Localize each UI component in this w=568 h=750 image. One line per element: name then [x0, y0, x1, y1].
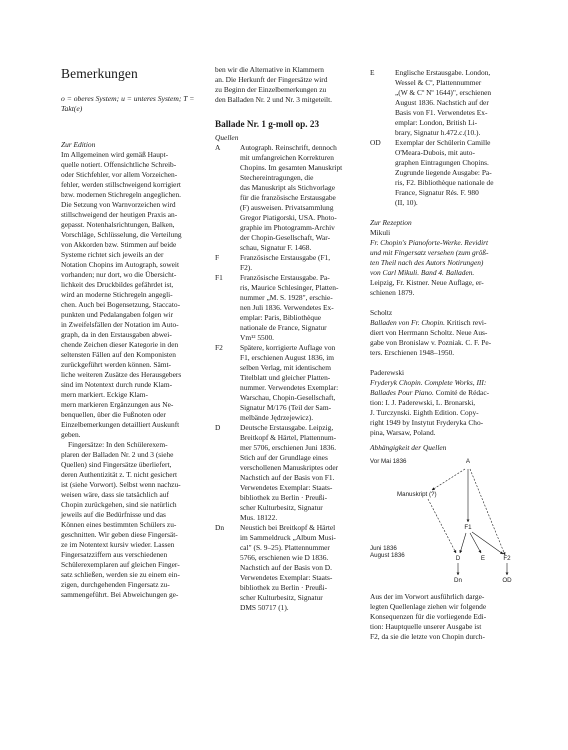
text-line: weisen wäre, dass sie tatsächlich auf	[61, 490, 169, 499]
text-line: cal" (S. 9–25). Plattennummer	[240, 543, 330, 552]
text-line: oder Stichfehler, vor allem Vorzeichen-	[61, 170, 178, 179]
zur-edition-text	[61, 150, 196, 440]
source-description	[240, 343, 355, 423]
text-line: F2, da sie die letzte von Chopin durch-	[370, 632, 485, 641]
text-line: Die Setzung von Warnvorzeichen wird	[61, 200, 176, 209]
diagram-date-label: August 1836	[370, 552, 405, 559]
text-line: punkten und Pedalangaben folgen wir	[61, 310, 174, 319]
text-line: Wessel & Cº, Plattennummer	[395, 78, 482, 87]
edition-text: Comité de Rédac-	[435, 388, 490, 397]
edition-paderewski-text	[370, 378, 510, 438]
text-line: August 1836. Nachstich auf der	[395, 98, 489, 107]
text-line: bibliothek zu Berlin · Preußi-	[240, 583, 328, 592]
source-siglum: A	[215, 143, 221, 152]
text-line: nationale de France, Signatur	[240, 323, 327, 332]
text-line: Vm¹² 5500.	[240, 333, 274, 342]
text-line: tion: Hauptquelle unserer Ausgabe ist	[370, 622, 482, 631]
source-siglum: F	[215, 253, 220, 262]
text-line: vorhanden; nur dort, wo die Übersicht-	[61, 270, 177, 279]
page-title: Bemerkungen	[61, 66, 138, 81]
continuation-text	[215, 65, 355, 105]
source-entry	[215, 343, 355, 423]
source-siglum: D	[215, 423, 221, 432]
text-line: scher Kulturbesitz, Signatur	[240, 503, 323, 512]
text-line: Notation Chopins im Autograph, soweit	[61, 260, 180, 269]
right-column	[370, 68, 510, 642]
text-line: bibliothek zu Berlin · Preußi-	[240, 493, 328, 502]
text-line: benquellen, über die Fußnoten oder	[61, 410, 166, 419]
text-line: geschnitten. Wir geben diese Fingersät-	[61, 530, 178, 539]
text-line: Verwendetes Exemplar: Staats-	[240, 483, 333, 492]
edge-manuskript-d	[428, 499, 456, 553]
text-line: Schülerexemplaren auf gleichen Finger-	[61, 560, 180, 569]
text-line: Fingersätze: In den Schülerexem-	[68, 440, 168, 449]
text-line: Chopin zurückgehen, sind sie natürlich	[61, 500, 177, 509]
text-line: DMS 50717 (1).	[240, 603, 289, 612]
text-line: in Zweifelsfällen der Notation im Auto-	[61, 320, 179, 329]
text-line: Breitkopf & Härtel, Plattennum-	[240, 433, 337, 442]
text-line: Im Allgemeinen wird gemäß Haupt-	[61, 150, 169, 159]
text-line: Stich auf der Grundlage eines	[240, 453, 328, 462]
text-line: Vorschläge, Schlüsselung, die Verteilung	[61, 230, 182, 239]
source-description	[240, 273, 355, 343]
text-line: schau, Signatur F. 1468.	[240, 243, 312, 252]
text-line: nen Juli 1836. Verwendetes Ex-	[240, 303, 334, 312]
source-siglum: Dn	[215, 523, 225, 532]
edge-f1-e	[470, 533, 481, 553]
source-description	[240, 523, 355, 613]
text-line: (F) ausweisen. Privatsammlung	[240, 203, 334, 212]
source-entry	[215, 523, 355, 613]
source-siglum: E	[370, 68, 375, 77]
source-description	[240, 253, 355, 273]
diagram-node-d: D	[455, 555, 461, 562]
text-line: quelle notiert. Offensichtliche Schreib-	[61, 160, 177, 169]
text-line: zigen, durchgehenden Fingersatz zu-	[61, 580, 170, 589]
text-line: Spätere, korrigierte Auflage von	[240, 343, 336, 352]
text-line: im Sammeldruck „Album Musi-	[240, 533, 336, 542]
edition-text: Kritisch revi-	[446, 318, 487, 327]
text-line: das Manuskript als Stichvorlage	[240, 183, 336, 192]
text-line: legten Quellenlage ziehen wir folgende	[370, 602, 487, 611]
text-line: verschollenen Manuskriptes oder	[240, 463, 339, 472]
text-line: diert von Herrmann Scholtz. Neue Aus-	[370, 328, 488, 337]
text-line: graphie im Photogramm-Archiv	[240, 223, 335, 232]
text-line: ters. Erschienen 1948–1950.	[370, 348, 455, 357]
ballade-heading: Ballade Nr. 1 g-moll op. 23	[215, 119, 320, 129]
source-entry	[370, 68, 510, 138]
text-line: scher Kulturbesitz, Signatur	[240, 593, 323, 602]
text-line: Gregor Piatigorski, USA. Photo-	[240, 213, 337, 222]
text-line: Fryderyk Chopin. Complete Works, III:	[370, 378, 487, 387]
diagram-node-manuskript: Manuskript (?)	[397, 491, 437, 498]
text-line: nummer „M. S. 1928", erschie-	[240, 293, 333, 302]
text-line: Einzelbemerkungen detailliert Auskunft	[61, 420, 180, 429]
text-line: der Chopin-Gesellschaft, War-	[240, 233, 331, 242]
text-line: von Carl Mikuli. Band 4. Balladen.	[370, 268, 475, 277]
text-line: mit umfangreichen Korrekturen	[240, 153, 334, 162]
text-line: Chopins. Im gesamten Manuskript	[240, 163, 343, 172]
source-description	[395, 68, 510, 138]
text-line: nummer. Verwendetes Exemplar:	[240, 383, 339, 392]
section-heading-zur-edition: Zur Edition	[61, 140, 96, 149]
consequences-text	[370, 592, 510, 642]
text-line: brary, Signatur h.472.c.(10.).	[395, 128, 481, 137]
text-line: sind im Notentext durch runde Klam-	[61, 380, 173, 389]
edition-name-mikuli: Mikuli	[370, 228, 391, 237]
text-line: Neustich bei Breitkopf & Härtel	[240, 523, 336, 532]
text-line: graph, da in den Erstausgaben abwei-	[61, 330, 172, 339]
edition-scholtz-text	[370, 318, 510, 358]
diagram-node-f1: F1	[464, 524, 472, 531]
diagram-heading: Abhängigkeit der Quellen	[370, 443, 447, 452]
text-line: jeweils auf die Bedürfnisse und das	[61, 510, 166, 519]
text-line: ten Theil nach des Autors Notirungen)	[370, 258, 484, 267]
text-line: J. Turczynski. Eighth Edition. Copy-	[370, 408, 479, 417]
text-line: France, Signatur Rés. F. 980	[395, 188, 479, 197]
text-line: seltensten Fällen auf den Komponisten	[61, 350, 176, 359]
text-line: zurückgeführt werden können. Sämt-	[61, 360, 172, 369]
text-line: selben Verlag, mit identischem	[240, 363, 331, 372]
source-description	[240, 143, 355, 253]
left-column	[61, 66, 196, 600]
text-line: „(W & Cº Nº 1644)", erschienen	[395, 88, 492, 97]
diagram-node-e: E	[480, 555, 486, 562]
middle-column	[215, 65, 355, 613]
section-heading-quellen: Quellen	[215, 133, 239, 142]
diagram-date-label: Juni 1836	[370, 545, 397, 552]
diagram-lines	[370, 457, 520, 585]
text-line: emplar: London, British Li-	[395, 118, 478, 127]
diagram-node-a: A	[465, 458, 471, 465]
text-line: chende Zeichen dieser Kategorie in den	[61, 340, 179, 349]
text-line: ist (siehe Vorwort). Selbst wenn nachzu-	[61, 480, 181, 489]
text-line: Leipzig, Fr. Kistner. Neue Auflage, er-	[370, 278, 484, 287]
text-line: chen. Auch bei Bogensetzung, Staccato-	[61, 300, 181, 309]
text-line: und mit Fingersatz versehen (zum größ-	[370, 248, 489, 257]
text-line: Französische Erstausgabe (F1,	[240, 253, 331, 262]
text-line: Stechereintragungen, die	[240, 173, 314, 182]
diagram-node-f2: F2	[503, 555, 511, 562]
edge-a-manuskript	[432, 469, 465, 490]
source-entry	[370, 138, 510, 208]
source-siglum: F1	[215, 273, 223, 282]
source-description	[240, 423, 355, 523]
edition-name-scholtz: Scholtz	[370, 308, 393, 317]
diagram-date-label: Vor Mai 1836	[370, 458, 407, 465]
source-entry	[215, 273, 355, 343]
text-line: Systeme richtet sich jeweils an der	[61, 250, 164, 259]
text-line: wird an moderne Stichregeln angegli-	[61, 290, 173, 299]
text-line: mer 5706, erschienen Juni 1836.	[240, 443, 337, 452]
text-line: pina, Warsaw, Poland.	[370, 428, 436, 437]
text-line: deren Authentizität z. T. nicht gesichert	[61, 470, 178, 479]
text-line: gepasst. Notenhalsrichtungen, Balken,	[61, 220, 175, 229]
text-line: plaren der Balladen Nr. 2 und 3 (siehe	[61, 450, 174, 459]
text-line: Warschau, Chopin-Gesellschaft,	[240, 393, 336, 402]
edition-title: Ballades Pour Piano.	[370, 388, 434, 397]
text-line: bzw. modernen Stichregeln angeglichen.	[61, 190, 181, 199]
text-line: Zugrunde liegende Ausgabe: Pa-	[395, 168, 492, 177]
text-line: geben.	[61, 430, 81, 439]
text-line: satz schließen, werden sie zu einem ein-	[61, 570, 180, 579]
text-line: O'Meara-Dubois, mit auto-	[395, 148, 475, 157]
edge-f1-d	[460, 533, 466, 553]
text-line: sammengeführt. Bei Abweichungen ge-	[61, 590, 179, 599]
diagram-node-od: OD	[502, 577, 512, 584]
text-line: melbände Jędrzejewicz).	[240, 413, 314, 422]
text-line: ben wir die Alternative in Klammern	[215, 65, 324, 74]
edge-f1-f2	[472, 532, 503, 554]
text-line: Fr. Chopin's Pianoforte-Werke. Revidirt	[370, 238, 489, 247]
text-line: Französische Erstausgabe. Pa-	[240, 273, 330, 282]
text-line: F1, erschienen August 1836, im	[240, 353, 335, 362]
source-dependency-diagram	[370, 457, 520, 585]
text-line: an. Die Herkunft der Fingersätze wird	[215, 75, 328, 84]
text-line: für die französische Erstausgabe	[240, 193, 336, 202]
text-line: stillschweigend der heutigen Praxis an-	[61, 210, 178, 219]
text-line: lichkeit des Druckbildes gefährdet ist,	[61, 280, 174, 289]
text-line: tion: I. J. Paderewski, L. Bronarski,	[370, 398, 476, 407]
text-line: Deutsche Erstausgabe. Leipzig,	[240, 423, 334, 432]
text-line: Quellen) sind Fingersätze überliefert,	[61, 460, 172, 469]
source-siglum: OD	[370, 138, 381, 147]
diagram-node-dn: Dn	[454, 577, 462, 584]
text-line: right 1949 by Instytut Fryderyka Cho-	[370, 418, 484, 427]
text-line: Können eines bestimmten Schülers zu-	[61, 520, 177, 529]
text-line: Mus. 18122.	[240, 513, 278, 522]
edition-title: Balladen von Fr. Chopin.	[370, 318, 445, 327]
text-line: Verwendetes Exemplar: Staats-	[240, 573, 333, 582]
text-line: mern markiert. Eckige Klam-	[61, 390, 149, 399]
text-line: Basis von F1. Verwendetes Ex-	[395, 108, 488, 117]
text-line: Nachstich auf der Basis von F1.	[240, 473, 335, 482]
source-entry	[215, 253, 355, 273]
text-line: ris, F2. Bibliothèque nationale de	[395, 178, 494, 187]
section-heading-zur-rezeption: Zur Rezeption	[370, 218, 412, 227]
source-description	[395, 138, 510, 208]
text-line: graphen Eintragungen Chopins.	[395, 158, 489, 167]
text-line: Konsequenzen für die vorliegende Edi-	[370, 612, 487, 621]
text-line: emplar: Paris, Bibliothèque	[240, 313, 322, 322]
edition-mikuli-text	[370, 238, 510, 298]
text-line: Titelblatt und gleicher Platten-	[240, 373, 331, 382]
text-line: Englische Erstausgabe. London,	[395, 68, 491, 77]
text-line: schienen 1879.	[370, 288, 415, 297]
text-line: ris, Maurice Schlesinger, Platten-	[240, 283, 339, 292]
text-line: ze im Notentext kursiv wieder. Lassen	[61, 540, 175, 549]
text-line: Signatur M/176 (Teil der Sam-	[240, 403, 332, 412]
text-line: Exemplar der Schülerin Camille	[395, 138, 491, 147]
text-line	[370, 318, 510, 328]
text-line: F2).	[240, 263, 253, 272]
fingersatz-text	[61, 440, 196, 600]
text-line: von Akkorden bzw. Stimmen auf beide	[61, 240, 177, 249]
text-line: zu Beginn der Einzelbemerkungen zu	[215, 85, 327, 94]
text-line	[370, 388, 510, 398]
text-line: liche weiteren Zusätze des Herausgebers	[61, 370, 182, 379]
abbreviation-key: o = oberes System; u = unteres System; T = Takt(e)	[61, 94, 195, 113]
text-line: 5766, erschienen wie D 1836.	[240, 553, 329, 562]
text-line: fehler, werden stillschweigend korrigiert	[61, 180, 181, 189]
text-line: Nachstich auf der Basis von D.	[240, 563, 332, 572]
text-line: den Balladen Nr. 2 und Nr. 3 mitgeteilt.	[215, 95, 332, 104]
text-line: gabe von Bronislaw v. Pozniak. C. F. Pe-	[370, 338, 492, 347]
text-line: Aus der im Vorwort ausführlich darge-	[370, 592, 485, 601]
source-entry	[215, 143, 355, 253]
source-siglum: F2	[215, 343, 223, 352]
edition-name-paderewski: Paderewski	[370, 368, 405, 377]
text-line: mern markieren Ergänzungen aus Ne-	[61, 400, 174, 409]
text-line: Autograph. Reinschrift, dennoch	[240, 143, 337, 152]
text-line: Fingersatzziffern aus verschiedenen	[61, 550, 168, 559]
source-entry	[215, 423, 355, 523]
text-line: (II, 10).	[395, 198, 418, 207]
